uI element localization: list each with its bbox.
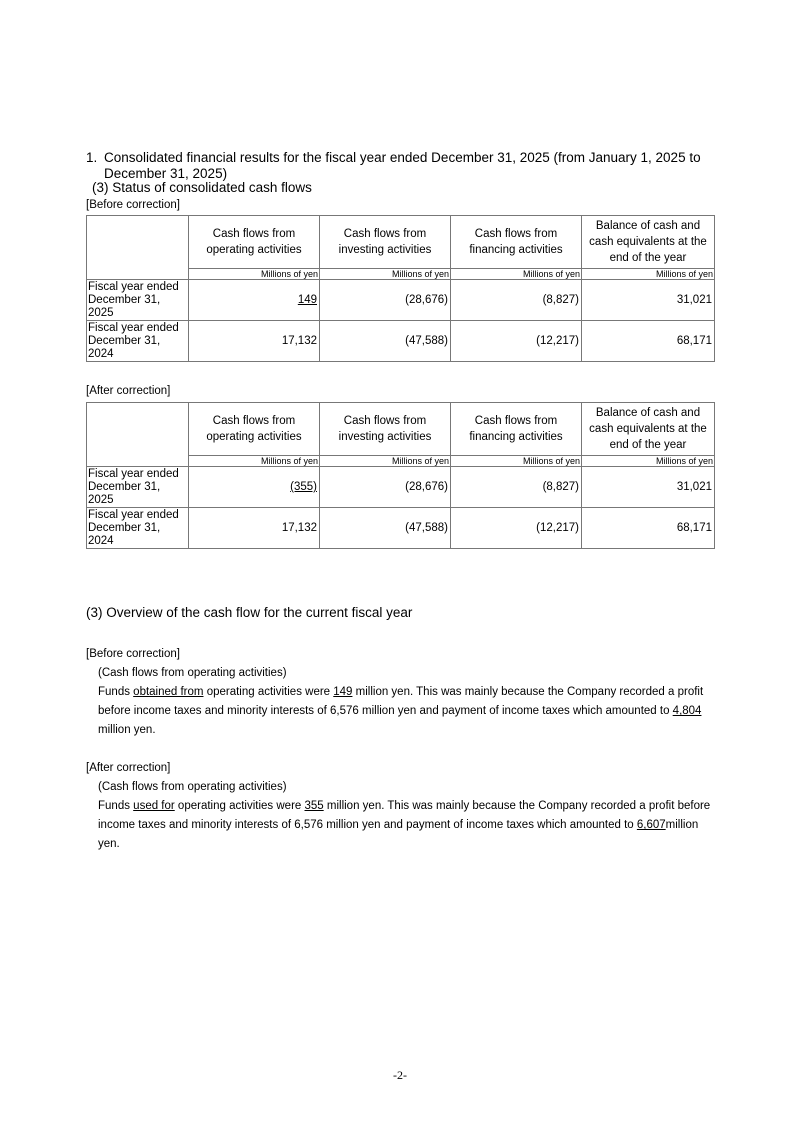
header-investing: Cash flows from investing activities [320,403,451,456]
unit-cell: Millions of yen [189,269,320,280]
value-cell: (8,827) [451,467,582,508]
value-cell [189,280,320,321]
corrected-text: used for [133,800,175,812]
row-label: Fiscal year ended December 31, 2024 [87,321,189,362]
unit-row [87,269,715,280]
subsection-heading: (3) Status of consolidated cash flows [92,180,312,195]
header-blank-cell [87,403,189,456]
corrected-text: 4,804 [672,705,702,717]
row-label: Fiscal year ended December 31, 2025 [87,280,189,321]
unit-cell: Millions of yen [451,456,582,467]
before-cashflow-table [86,215,715,362]
table-header-row [87,403,715,456]
unit-row [87,456,715,467]
before-overview-body: Funds obtained from operating activities were 149 million yen. This was mainly because the Company recorded a profit before income taxes and minority interests of 6,576 million yen and payment of income taxes which amounted to 4,804 million yen. [98,686,704,736]
header-operating: Cash flows from operating activities [189,403,320,456]
corrected-text: 355 [304,800,324,812]
corrected-text: 6,607 [636,819,666,831]
overview-title: (3) Overview of the cash flow for the current fiscal year [86,605,413,620]
before-table-label: [Before correction] [86,199,180,211]
row-label: Fiscal year ended December 31, 2024 [87,508,189,549]
unit-cell: Millions of yen [189,456,320,467]
section-heading [86,150,726,182]
section-heading-text: Consolidated financial results for the fiscal year ended December 31, 2025 (from January 1, 2025 to December 31, 2025) [104,150,701,181]
unit-cell: Millions of yen [582,456,715,467]
section-number: 1. [86,150,98,165]
value-cell: (28,676) [320,280,451,321]
header-financing: Cash flows from financing activities [451,216,582,269]
before-overview-label: [Before correction] [86,648,180,660]
before-overview-subtitle: (Cash flows from operating activities) [98,667,287,679]
value-cell: 17,132 [189,508,320,549]
unit-cell: Millions of yen [582,269,715,280]
value-cell: 31,021 [582,280,715,321]
corrected-value: 149 [297,294,317,306]
corrected-value: (355) [290,481,317,493]
header-blank-cell [87,216,189,269]
page-number: -2- [393,1068,407,1082]
table-row [87,280,715,321]
value-cell: 17,132 [189,321,320,362]
table-row [87,508,715,549]
value-cell: 68,171 [582,321,715,362]
table-row [87,467,715,508]
value-cell: (28,676) [320,467,451,508]
unit-cell: Millions of yen [451,269,582,280]
header-investing: Cash flows from investing activities [320,216,451,269]
after-overview-label: [After correction] [86,762,171,774]
table-row [87,321,715,362]
value-cell: (12,217) [451,508,582,549]
after-overview-body: Funds used for operating activities were 355 million yen. This was mainly because the Company recorded a profit before income taxes and minority interests of 6,576 million yen and payment of income taxes which amounted to 6,607million yen. [98,800,711,850]
value-cell: (47,588) [320,321,451,362]
header-balance: Balance of cash and cash equivalents at the end of the year [582,216,715,269]
value-cell: 68,171 [582,508,715,549]
unit-cell: Millions of yen [320,456,451,467]
table-header-row [87,216,715,269]
after-overview-subtitle: (Cash flows from operating activities) [98,781,287,793]
value-cell: (8,827) [451,280,582,321]
corrected-text: 149 [333,686,353,698]
value-cell: 31,021 [582,467,715,508]
after-table-label: [After correction] [86,385,171,397]
value-cell: (47,588) [320,508,451,549]
header-operating: Cash flows from operating activities [189,216,320,269]
value-cell: (12,217) [451,321,582,362]
after-overview [86,759,716,854]
header-balance: Balance of cash and cash equivalents at the end of the year [582,403,715,456]
before-overview [86,645,716,740]
unit-cell: Millions of yen [320,269,451,280]
header-financing: Cash flows from financing activities [451,403,582,456]
row-label: Fiscal year ended December 31, 2025 [87,467,189,508]
corrected-text: obtained from [133,686,204,698]
value-cell [189,467,320,508]
after-cashflow-table [86,402,715,549]
